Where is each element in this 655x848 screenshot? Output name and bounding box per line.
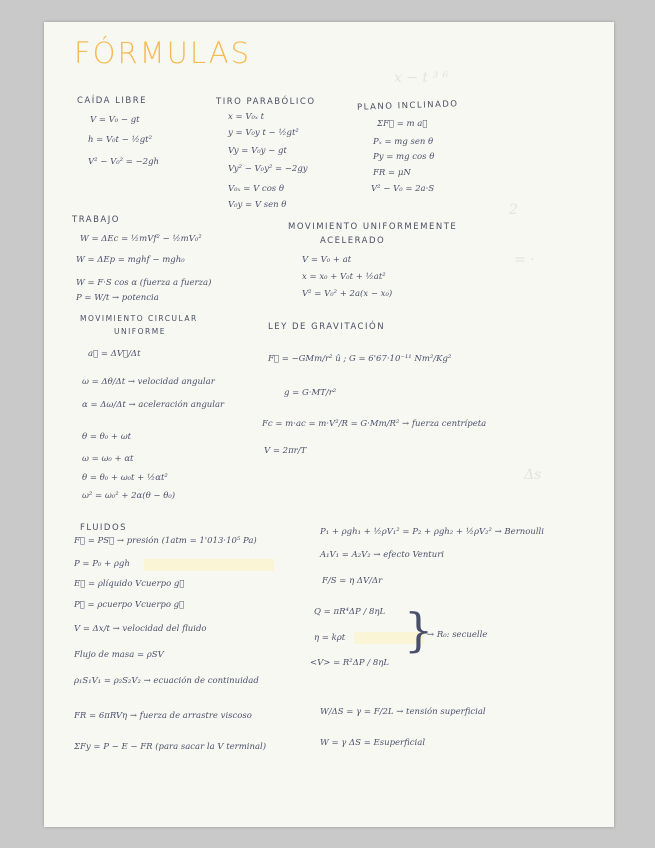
formula: W = F·S cos α (fuerza a fuerza)	[76, 278, 212, 288]
formula: V = V₀ + at	[302, 255, 352, 265]
formula: V₀y = V sen θ	[228, 200, 287, 210]
formula: ω = Δθ/Δt → velocidad angular	[82, 377, 215, 387]
formula: V = Δx/t → velocidad del fluido	[74, 624, 207, 634]
formula: a⃗ = ΔV⃗/Δt	[88, 349, 141, 359]
formula: Flujo de masa = ρSV	[74, 650, 164, 660]
formula: W = ΔEc = ½mVf² − ½mV₀²	[80, 234, 202, 244]
section-heading-caida-libre: CAÍDA LIBRE	[77, 96, 148, 106]
formula: V² − V₀² = −2gh	[88, 157, 159, 167]
formula: W = ΔEp = mghf − mgh₀	[76, 255, 185, 265]
formula: V₀ₓ = V cos θ	[228, 184, 284, 194]
section-heading-mruv-2: ACELERADO	[320, 236, 386, 246]
formula: F⃗ = −GMm/r² û ; G = 6'67·10⁻¹¹ Nm²/Kg²	[268, 354, 452, 364]
formula: W = γ ΔS = Esuperficial	[320, 738, 426, 748]
formula: P = W/t → potencia	[76, 293, 159, 303]
formula: x = x₀ + V₀t + ½at²	[302, 272, 386, 282]
formula: Py = mg cos θ	[373, 152, 435, 162]
formula: Pₓ = mg sen θ	[373, 137, 434, 147]
page-title: FÓRMULAS	[74, 36, 251, 70]
formula: Vy = V₀y − gt	[228, 146, 287, 156]
bleed-through-text: = ·	[514, 252, 535, 268]
curly-brace: }	[404, 603, 434, 657]
formula: P⃗ = ρcuerpo Vcuerpo g⃗	[74, 600, 185, 610]
formula: α = Δω/Δt → aceleración angular	[82, 400, 225, 410]
formula: W/ΔS = γ = F/2L → tensión superficial	[320, 707, 486, 717]
formula: ΣFy = P − E − FR (para sacar la V terminal)	[74, 742, 267, 752]
formula: P₁ + ρgh₁ + ½ρV₁² = P₂ + ρgh₂ + ½ρV₂² → Bernoulli	[320, 527, 544, 537]
bleed-through-text: x − t ³ ⁶	[394, 70, 449, 86]
notebook-page	[44, 22, 614, 827]
formula: E⃗ = ρlíquido Vcuerpo g⃗	[74, 579, 185, 589]
formula: ω² = ω₀² + 2α(θ − θ₀)	[82, 491, 176, 501]
formula: <V> = R²ΔP / 8ηL	[310, 658, 389, 668]
formula: Vy² − V₀y² = −2gy	[228, 164, 308, 174]
highlight-mark	[144, 559, 274, 571]
formula: F⃗ = PS⃗ → presión (1atm = 1'013·10⁵ Pa)	[74, 536, 257, 546]
formula: V = V₀ − gt	[90, 115, 140, 125]
formula: y = V₀y t − ½gt²	[228, 128, 299, 138]
formula: η = kρt	[314, 633, 346, 643]
formula: Q = πR⁴ΔP / 8ηL	[314, 607, 386, 617]
formula: FR = 6πRVη → fuerza de arrastre viscoso	[74, 711, 252, 721]
section-heading-gravitacion: LEY DE GRAVITACIÓN	[268, 322, 386, 332]
section-heading-fluidos: FLUIDOS	[80, 523, 128, 533]
formula: → R₀: secuelle	[427, 630, 488, 640]
bleed-through-text: Δs	[524, 467, 542, 483]
formula: h = V₀t − ½gt²	[88, 135, 152, 145]
formula: x = V₀ₓ t	[228, 112, 265, 122]
formula: g = G·MT/r²	[284, 388, 337, 398]
formula: V = 2πr/T	[264, 446, 307, 456]
section-heading-trabajo: TRABAJO	[72, 215, 120, 225]
formula: ρ₁S₁V₁ = ρ₂S₂V₂ → ecuación de continuidad	[74, 676, 259, 686]
formula: A₁V₁ = A₂V₂ → efecto Venturi	[320, 550, 444, 560]
section-heading-plano-inclinado: PLANO INCLINADO	[356, 99, 459, 113]
section-heading-mcu-2: UNIFORME	[114, 327, 166, 336]
formula: ΣF⃗ = m a⃗	[377, 119, 428, 129]
formula: θ = θ₀ + ωt	[82, 432, 132, 442]
formula: P = P₀ + ρgh	[74, 559, 130, 569]
bleed-through-text: 2	[509, 202, 518, 218]
formula: V² = V₀² + 2a(x − x₀)	[302, 289, 393, 299]
formula: θ = θ₀ + ω₀t + ½αt²	[82, 473, 168, 483]
formula: F/S = η ΔV/Δr	[322, 576, 383, 586]
section-heading-tiro-parabolico: TIRO PARABÓLICO	[216, 97, 316, 107]
formula: FR = μN	[373, 168, 411, 178]
section-heading-mcu: MOVIMIENTO CIRCULAR	[80, 314, 198, 323]
formula: Fc = m·ac = m·V²/R = G·Mm/R² → fuerza centrípeta	[262, 419, 487, 429]
formula: V² − V₀ = 2a·S	[371, 184, 435, 194]
formula: ω = ω₀ + αt	[82, 454, 134, 464]
section-heading-mruv: MOVIMIENTO UNIFORMEMENTE	[288, 222, 458, 232]
